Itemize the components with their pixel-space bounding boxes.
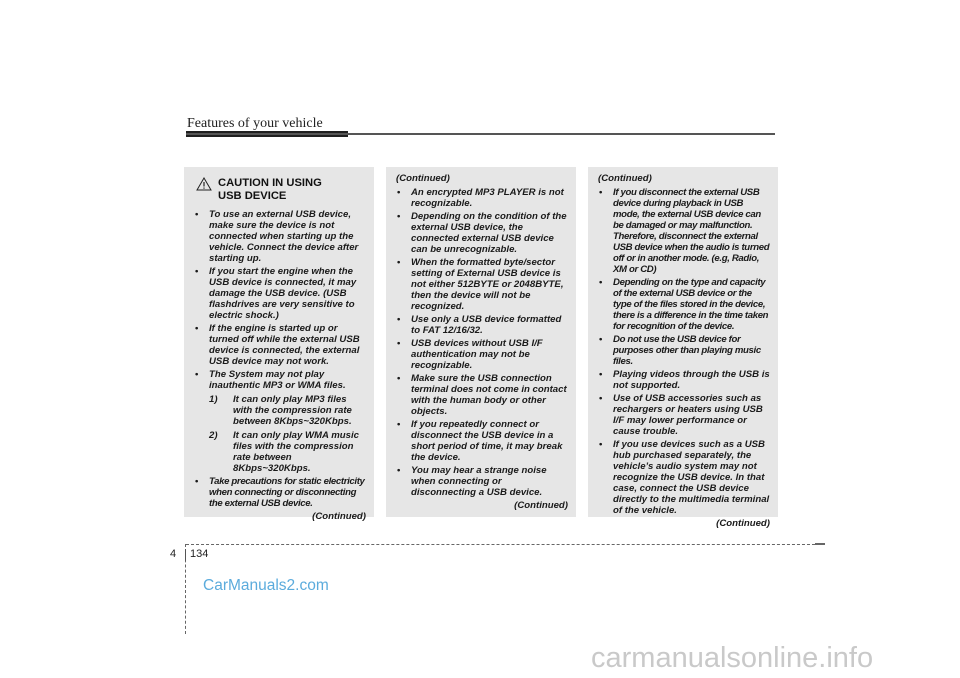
list-item: • If you start the engine when the USB device is connected, it may damage the USB device. (USB flashdrives are very sensitive to electric shock.) bbox=[194, 266, 366, 321]
sub-item-text: It can only play MP3 files with the compression rate between 8Kbps~320Kbps. bbox=[233, 394, 352, 427]
continued-label: (Continued) bbox=[716, 518, 770, 529]
list-item: • USB devices without USB I/F authentication may not be recognizable. bbox=[396, 338, 568, 371]
list-item: • Playing videos through the USB is not supported. bbox=[598, 369, 770, 391]
list-item: • Do not use the USB device for purposes other than playing music files. bbox=[598, 334, 770, 367]
list-item: • Make sure the USB connection terminal does not come in contact with the human body or other objects. bbox=[396, 373, 568, 417]
list-item: • When the formatted byte/sector setting of External USB device is not either 512BYTE or 2048BYTE, then the device will not be recognized. bbox=[396, 257, 568, 312]
page-number-divider bbox=[185, 549, 186, 561]
caution-list bbox=[194, 209, 366, 509]
header-rule bbox=[186, 133, 775, 135]
list-item: • If you use devices such as a USB hub purchased separately, the vehicle’s audio system may not recognize the USB device. In that case, connect the USB device directly to the multimedia terminal of the vehicle. bbox=[598, 439, 770, 516]
continued-label: (Continued) bbox=[312, 511, 366, 522]
footer-rule bbox=[186, 544, 820, 545]
sub-item bbox=[209, 430, 366, 474]
page-number: 134 bbox=[190, 548, 209, 560]
list-item: • Use only a USB device formatted to FAT 12/16/32. bbox=[396, 314, 568, 336]
sub-item-number: 1) bbox=[209, 394, 218, 405]
footer-rule-end bbox=[815, 543, 825, 545]
list-item: • If the engine is started up or turned off while the external USB device is connected, the external USB device may not work. bbox=[194, 323, 366, 367]
watermark-left: CarManuals2.com bbox=[203, 577, 329, 594]
list-item: • To use an external USB device, make sure the device is not connected when starting up the vehicle. Connect the device after starting up. bbox=[194, 209, 366, 264]
caution-title bbox=[218, 177, 322, 203]
caution-box-continued-3 bbox=[588, 167, 778, 529]
list-item: • If you disconnect the external USB device during playback in USB mode, the external USB device can be damaged or may malfunction. Therefore, disconnect the external USB device when the audio is turned off or in another mode. (e.g, Radio, XM or CD) bbox=[598, 187, 770, 275]
list-item: • If you repeatedly connect or disconnect the USB device in a short period of time, it may break the device. bbox=[396, 419, 568, 463]
caution-box-usb bbox=[184, 167, 374, 522]
list-item: • You may hear a strange noise when connecting or disconnecting a USB device. bbox=[396, 465, 568, 498]
list-item: • Take precautions for static electricity when connecting or disconnecting the external USB device. bbox=[194, 476, 366, 509]
list-item: • Depending on the type and capacity of the external USB device or the type of the files stored in the device, there is a difference in the time taken for recognition of the device. bbox=[598, 277, 770, 332]
list-item-text: The System may not play inauthentic MP3 or WMA files. bbox=[209, 369, 346, 391]
continued-label: (Continued) bbox=[598, 173, 652, 184]
list-item: • An encrypted MP3 PLAYER is not recognizable. bbox=[396, 187, 568, 209]
watermark-right: carmanualsonline.info bbox=[591, 642, 874, 674]
caution-list bbox=[396, 187, 568, 498]
continued-label: (Continued) bbox=[396, 173, 450, 184]
sub-item-text: It can only play WMA music files with the compression rate between 8Kbps~320Kbps. bbox=[233, 430, 359, 474]
page-header-title: Features of your vehicle bbox=[187, 116, 323, 131]
list-item: • Use of USB accessories such as rechargers or heaters using USB I/F may lower performance or cause trouble. bbox=[598, 393, 770, 437]
sub-item bbox=[209, 394, 366, 427]
section-number: 4 bbox=[170, 548, 177, 560]
caution-box-continued-2 bbox=[386, 167, 576, 517]
caution-title-line2: USB DEVICE bbox=[218, 190, 287, 202]
list-item bbox=[194, 369, 366, 474]
caution-list bbox=[598, 187, 770, 516]
caution-heading bbox=[194, 177, 366, 203]
continued-label: (Continued) bbox=[514, 500, 568, 511]
caution-title-line1: CAUTION IN USING bbox=[218, 177, 322, 189]
warning-triangle-icon bbox=[196, 177, 212, 191]
list-item: • Depending on the condition of the external USB device, the connected external USB device can be unrecognizable. bbox=[396, 211, 568, 255]
sub-item-number: 2) bbox=[209, 430, 218, 441]
